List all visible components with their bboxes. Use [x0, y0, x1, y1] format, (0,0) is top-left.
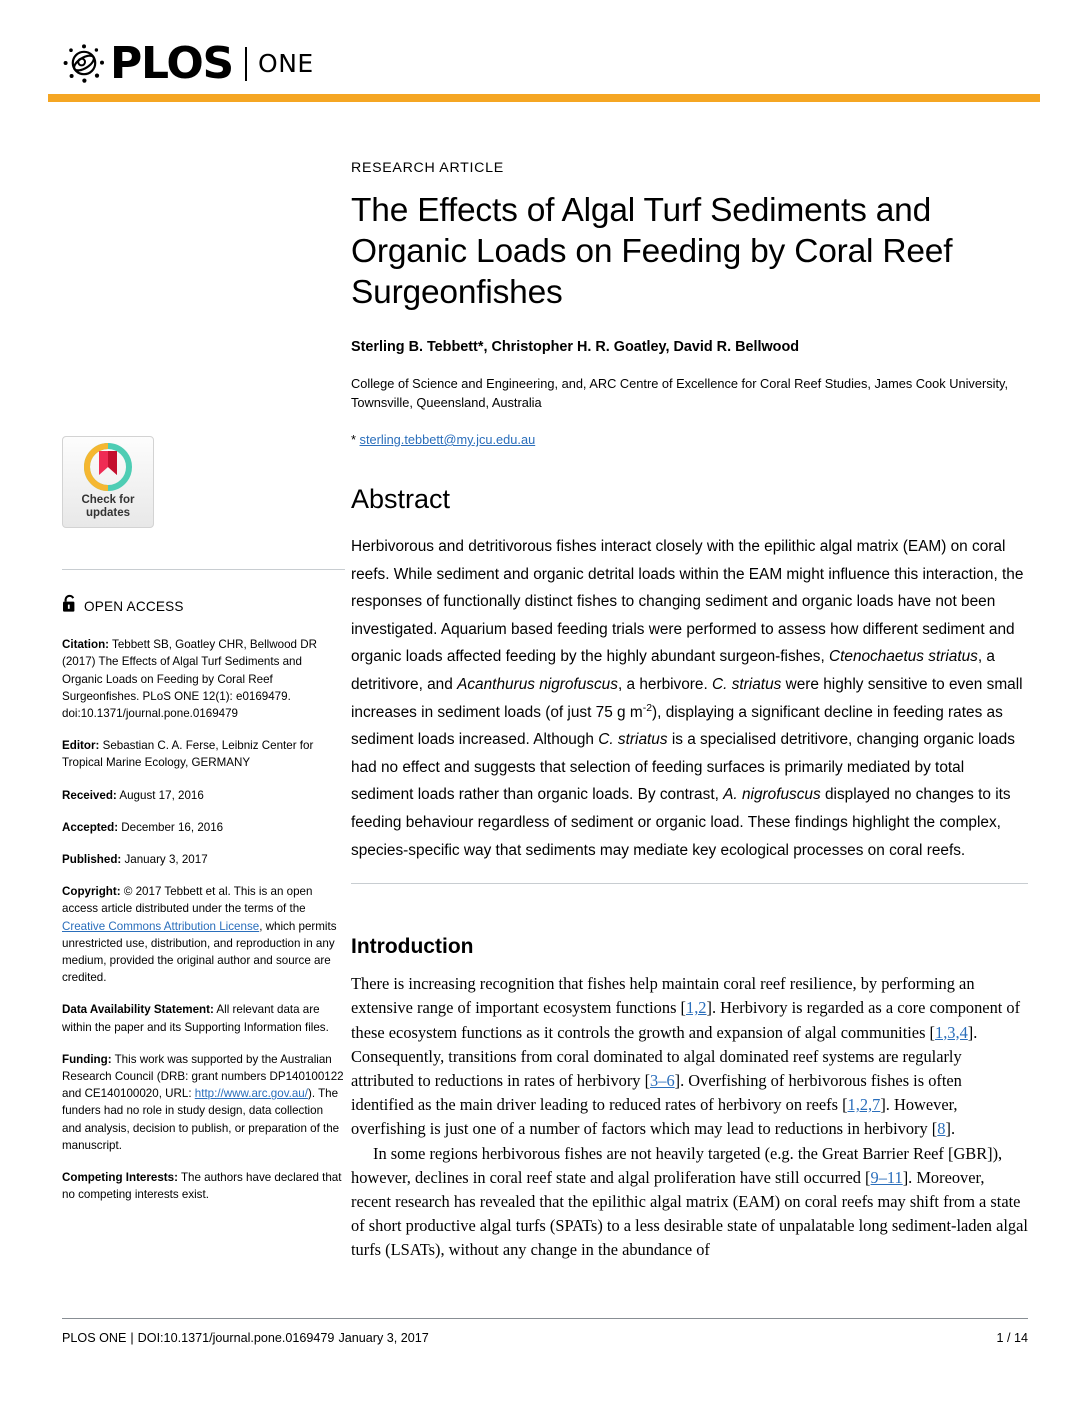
- footer-date: January 3, 2017: [338, 1331, 429, 1345]
- plos-wordmark: PLOS: [110, 38, 234, 89]
- copyright-post-text: , which permits unrestricted use, distribution, and reproduction in any medium, provided the original author and source are credited.: [62, 919, 337, 985]
- accepted-date: December 16, 2016: [118, 820, 224, 834]
- crossmark-label-line2: updates: [85, 506, 131, 519]
- abstract-body: [351, 533, 1028, 864]
- funding-meta: [62, 1051, 345, 1154]
- article-main-column: [351, 160, 1028, 1263]
- intro-p1-text-2: ]. Herbivory is regarded as a core component of these ecosystem functions as it controls the growth and expansion of algal communities [: [351, 998, 1021, 1042]
- copyright-pre-text: © 2017 Tebbett et al. This is an open access article distributed under the terms of the: [62, 885, 313, 916]
- open-padlock-icon: [62, 594, 77, 618]
- competing-interests-meta: [62, 1169, 345, 1203]
- crossmark-check-for-updates-badge[interactable]: [62, 436, 154, 528]
- citation-ref-3-6[interactable]: 3–6: [650, 1070, 675, 1090]
- abstract-part-7: displayed no changes to its feeding behaviour regardless of sediment or organic load. These findings highlight the complex, species-specific way that sediments may mediate key ecological processes on coral reefs.: [351, 786, 1011, 859]
- corresponding-mark: *: [351, 432, 360, 447]
- footer-divider: [62, 1318, 1028, 1319]
- citation-text: Tebbett SB, Goatley CHR, Bellwood DR (2017) The Effects of Algal Turf Sediments and Organic Loads on Feeding by Coral Reef Surgeonfishes. PLoS ONE 12(1): e0169479. doi:10.1371/journal.pone.0169479: [62, 638, 317, 721]
- footer-page-number: 1 / 14: [996, 1331, 1028, 1345]
- open-access-label: OPEN ACCESS: [84, 598, 184, 614]
- footer-journal: PLOS ONE: [62, 1331, 127, 1345]
- introduction-paragraph-2: [351, 1142, 1028, 1263]
- competing-interests-text: The authors have declared that no competing interests exist.: [62, 1171, 342, 1202]
- abstract-heading: Abstract: [351, 484, 451, 514]
- citation-meta: [62, 636, 345, 722]
- brand-accent-bar: [48, 94, 1040, 102]
- plos-logo[interactable]: [62, 40, 314, 88]
- citation-ref-9-11[interactable]: 9–11: [870, 1167, 903, 1187]
- introduction-paragraph-1: [351, 972, 1028, 1141]
- species-abbrev-a-nigrofuscus: A. nigrofuscus: [723, 786, 821, 804]
- data-availability-meta: [62, 1001, 345, 1035]
- abstract-part-4: were highly sensitive to even small increases in sediment loads (of just 75 g m: [351, 675, 1023, 721]
- data-availability-label: Data Availability Statement:: [62, 1003, 214, 1017]
- abstract-part-6: is a specialised detritivore, changing organic loads had no effect and suggests that selection of feeding surfaces is primarily mediated by total sediment loads rather than organic loads. By contrast,: [351, 731, 1015, 804]
- received-meta: [62, 787, 345, 804]
- journal-name: ONE: [258, 49, 314, 78]
- data-availability-text: All relevant data are within the paper and its Supporting Information files.: [62, 1003, 329, 1034]
- copyright-label: Copyright:: [62, 885, 121, 899]
- article-type-kicker: RESEARCH ARTICLE: [351, 160, 504, 176]
- received-label: Received:: [62, 788, 117, 802]
- published-label: Published:: [62, 853, 122, 867]
- accepted-label: Accepted:: [62, 820, 119, 834]
- sidebar-divider: [62, 569, 345, 570]
- crossmark-label: [81, 494, 134, 519]
- citation-ref-1-2[interactable]: 1,2: [686, 998, 707, 1018]
- affiliation: College of Science and Engineering, and, ARC Centre of Excellence for Coral Reef Studies, James Cook University, Townsville, Queensland, Australia: [351, 376, 1009, 410]
- creative-commons-license-link[interactable]: Creative Commons Attribution License: [62, 919, 260, 933]
- abstract-part-2: , a detritivore, and: [351, 648, 995, 693]
- funding-post-text: ). The funders had no role in study design, data collection and analysis, decision to publish, or preparation of the manuscript.: [62, 1087, 340, 1152]
- footer-citation-line: [62, 1330, 433, 1346]
- intro-p2-text-2: ]. Moreover, recent research has revealed that the epilithic algal matrix (EAM) on coral reefs may shift from a state of short productive algal turfs (SPATs) to a less desirable state of unpalatable long sediment-laden algal turfs (LSATs), without any change in the abundance of: [351, 1167, 1028, 1260]
- citation-ref-1-3-4[interactable]: 1,3,4: [935, 1022, 968, 1042]
- crossmark-bookmark-icon: [83, 442, 133, 492]
- footer-doi: DOI:10.1371/journal.pone.0169479: [137, 1331, 335, 1345]
- intro-p1-text-5: ]. However, overfishing is just one of a number of factors which may lead to reductions in herbivory [: [351, 1095, 958, 1139]
- masthead: [0, 0, 1088, 105]
- sediment-load-exponent: -2: [642, 702, 653, 714]
- abstract-divider: [351, 883, 1028, 884]
- intro-p2-text-1: In some regions herbivorous fishes are not heavily targeted (e.g. the Great Barrier Reef [GBR]), however, declines in coral reef state and algal proliferation have still occurred [: [351, 1143, 1003, 1187]
- species-name-ctenochaetus-striatus: Ctenochaetus striatus: [829, 648, 978, 666]
- editor-label: Editor:: [62, 739, 100, 753]
- plos-atom-logo-icon: [62, 42, 106, 86]
- competing-interests-label: Competing Interests:: [62, 1171, 178, 1185]
- author-list: Sterling B. Tebbett*, Christopher H. R. Goatley, David R. Bellwood: [351, 339, 800, 355]
- introduction-heading: Introduction: [351, 935, 474, 959]
- page-footer: [62, 1318, 1028, 1346]
- logo-divider: [245, 47, 247, 81]
- footer-separator: |: [130, 1331, 134, 1345]
- page-title: The Effects of Algal Turf Sediments and Organic Loads on Feeding by Coral Reef Surgeonfishes: [351, 192, 953, 311]
- editor-text: Sebastian C. A. Ferse, Leibniz Center for Tropical Marine Ecology, GERMANY: [62, 739, 314, 770]
- citation-label: Citation:: [62, 638, 110, 652]
- accepted-meta: [62, 819, 345, 836]
- corresponding-email-link[interactable]: sterling.tebbett@my.jcu.edu.au: [359, 432, 536, 447]
- citation-ref-8[interactable]: 8: [937, 1119, 946, 1139]
- open-access-badge: [62, 594, 345, 618]
- intro-p1-text-1: There is increasing recognition that fishes help maintain coral reef resilience, by performing an extensive range of important ecosystem functions [: [351, 974, 975, 1018]
- species-abbrev-c-striatus-2: C. striatus: [598, 731, 668, 749]
- funder-url-link[interactable]: http://www.arc.gov.au/: [194, 1087, 308, 1101]
- crossmark-label-line1: Check for: [81, 494, 135, 506]
- received-date: August 17, 2016: [116, 788, 204, 802]
- article-metadata-sidebar: [62, 436, 345, 1218]
- abstract-part-3: , a herbivore.: [617, 675, 713, 693]
- abstract-part-1: Herbivorous and detritivorous fishes interact closely with the epilithic algal matrix (EAM) on coral reefs. While sediment and organic detrital loads within the EAM might influence this interaction, the responses of functionally distinct fishes to changing sediment and organic loads have not been investigated. Aquarium based feeding trials were performed to assess how different sediment and organic loads affected feeding by the highly abundant surgeon-fishes,: [351, 538, 1024, 666]
- published-meta: [62, 851, 345, 868]
- intro-p1-text-4: ]. Overfishing of herbivorous fishes is often identified as the main driver leading to reduced rates of herbivory on reefs [: [351, 1070, 962, 1115]
- corresponding-author: [351, 431, 1028, 449]
- funding-pre-text: This work was supported by the Australian Research Council (DRB: grant numbers DP140100122 and CE140100020, URL:: [62, 1052, 344, 1101]
- species-abbrev-c-striatus-1: C. striatus: [712, 675, 782, 693]
- citation-ref-1-2-7[interactable]: 1,2,7: [847, 1095, 881, 1115]
- intro-p1-text-6: ].: [945, 1119, 956, 1139]
- copyright-meta: [62, 883, 345, 986]
- abstract-part-5: ), displaying a significant decline in feeding rates as sediment loads increased. Although: [351, 703, 1003, 749]
- funding-label: Funding:: [62, 1052, 112, 1066]
- intro-p1-text-3: ]. Consequently, transitions from coral dominated to algal dominated reef systems are regularly attributed to reductions in rates of herbivory [: [351, 1022, 978, 1090]
- published-date: January 3, 2017: [121, 853, 208, 867]
- editor-meta: [62, 737, 345, 771]
- species-name-acanthurus-nigrofuscus: Acanthurus nigrofuscus: [457, 675, 618, 693]
